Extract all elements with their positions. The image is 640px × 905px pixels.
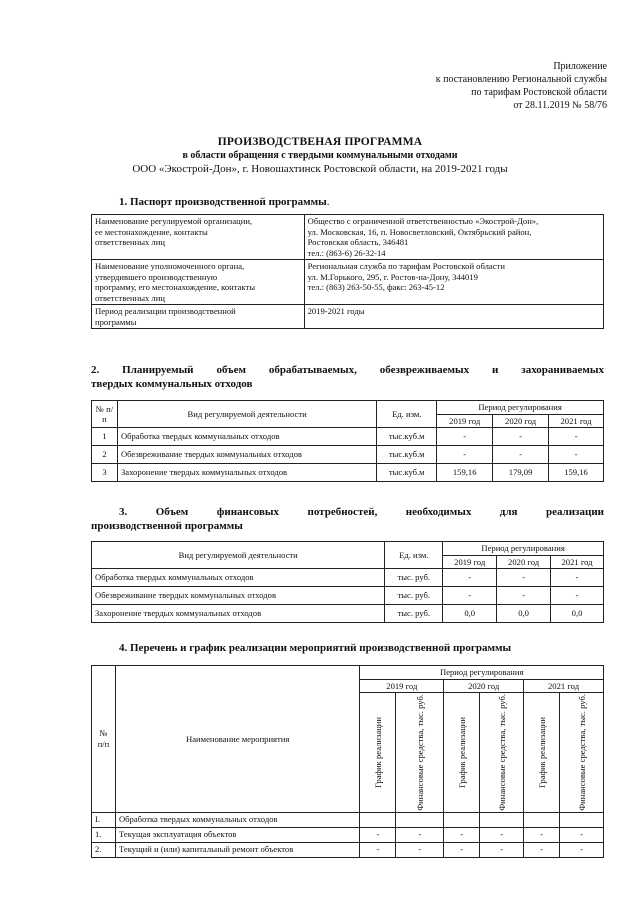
row-unit: тыс. руб. [385,587,443,605]
finance-table [91,541,604,623]
row-unit: тыс. руб. [385,605,443,623]
row-num: 2. [92,842,116,857]
table-row [92,215,604,260]
row-value: - [444,827,480,842]
col-header-measure: Наименование мероприятия [115,666,359,813]
row-name: Текущий и (или) капитальный ремонт объектов [115,842,359,857]
year-header: 2020 год [444,679,524,693]
row-value: - [480,827,524,842]
row-value: - [443,569,497,587]
passport-value: 2019-2021 годы [304,305,603,329]
row-value: - [497,569,551,587]
year-header: 2019 год [443,555,497,569]
passport-label: Наименование регулируемой организации, ее местонахождение, контакты ответственных лиц [92,215,305,260]
row-name: Захоронение твердых коммунальных отходов [117,464,376,482]
table-row [92,428,604,446]
row-value [560,812,604,827]
col-header-activity: Вид регулируемой деятельности [92,542,385,569]
row-value [444,812,480,827]
row-value: - [437,446,493,464]
row-value: 159,16 [437,464,493,482]
row-value: - [549,428,604,446]
year-header: 2021 год [549,414,604,428]
row-name: Обработка твердых коммунальных отходов [117,428,376,446]
row-value: - [444,842,480,857]
table-header-row [92,542,604,556]
row-value: 179,09 [493,464,549,482]
row-name: Обработка твердых коммунальных отходов [92,569,385,587]
col-header-num: № п/п [92,401,118,428]
col-header-period: Период регулирования [437,401,604,415]
sub-header-finance: Финансовые средства, тыс. руб. [560,693,604,813]
appendix-line: к постановлению Региональной службы [435,74,607,85]
row-name: Обезвреживание твердых коммунальных отходов [117,446,376,464]
row-name: Обезвреживание твердых коммунальных отходов [92,587,385,605]
volume-table [91,400,604,482]
passport-label: Наименование уполномоченного органа, утвердившего производственную программу, его местонахождение, контакты ответственных лиц [92,260,305,305]
appendix-line: по тарифам Ростовской области [471,87,607,98]
row-value: - [497,587,551,605]
sub-header-schedule: График реализации [360,693,396,813]
row-value: - [560,842,604,857]
table-row [92,842,604,857]
year-header: 2020 год [493,414,549,428]
table-row [92,812,604,827]
measures-table [91,665,604,858]
row-value [360,812,396,827]
row-value: - [524,827,560,842]
passport-value: Региональная служба по тарифам Ростовской области ул. М.Горького, 295, г. Ростов-на-Дону, 344019 тел.: (863) 263-50-55, факс: 263-45-12 [304,260,603,305]
row-value: - [549,446,604,464]
row-name: Текущая эксплуатация объектов [115,827,359,842]
row-value: - [443,587,497,605]
table-row [92,260,604,305]
year-header: 2020 год [497,555,551,569]
col-header-unit: Ед. изм. [385,542,443,569]
table-row [92,587,604,605]
row-value: - [480,842,524,857]
section-3-heading: 3. Объем финансовых потребностей, необходимых для реализации производственной программы [91,506,604,532]
row-value: 0,0 [551,605,604,623]
col-header-num: № п/п [92,666,116,813]
row-value [396,812,444,827]
row-value: - [493,446,549,464]
section-1-heading: 1. Паспорт производственной программы. [119,196,330,208]
col-header-unit: Ед. изм. [377,401,437,428]
table-header-row [92,666,604,680]
year-header: 2021 год [551,555,604,569]
row-value: - [396,827,444,842]
table-header-row [92,401,604,415]
title-line-1: ПРОИЗВОДСТВЕНАЯ ПРОГРАММА [217,136,423,148]
sub-header-schedule: График реализации [524,693,560,813]
row-unit: тыс.куб.м [377,428,437,446]
row-value [524,812,560,827]
row-value: - [437,428,493,446]
row-num: 1 [92,428,118,446]
appendix-line: Приложение [553,61,607,72]
row-value: - [360,842,396,857]
table-row [92,569,604,587]
col-header-activity: Вид регулируемой деятельности [117,401,376,428]
row-value: - [551,569,604,587]
col-header-period: Период регулирования [443,542,604,556]
table-row [92,827,604,842]
title-line-2: в области обращения с твердыми коммунальными отходами [182,150,458,161]
year-header: 2021 год [524,679,604,693]
row-value: - [360,827,396,842]
row-value: - [493,428,549,446]
row-unit: тыс.куб.м [377,446,437,464]
title-line-3: ООО «Экострой-Дон», г. Новошахтинск Ростовской области, на 2019-2021 годы [132,163,508,175]
row-num: 3 [92,464,118,482]
sub-header-finance: Финансовые средства, тыс. руб. [480,693,524,813]
section-2-heading: 2. Планируемый объем обрабатываемых, обезвреживаемых и захораниваемых твердых коммунальных отходов [91,364,604,390]
row-name: Захоронение твердых коммунальных отходов [92,605,385,623]
row-num: I. [92,812,116,827]
sub-header-schedule: График реализации [444,693,480,813]
row-value: - [396,842,444,857]
row-value [480,812,524,827]
row-value: - [551,587,604,605]
row-value: - [560,827,604,842]
table-row [92,446,604,464]
row-value: - [524,842,560,857]
year-header: 2019 год [360,679,444,693]
sub-header-finance: Финансовые средства, тыс. руб. [396,693,444,813]
section-4-heading: 4. Перечень и график реализации мероприятий производственной программы [119,642,512,654]
passport-table [91,214,604,329]
row-value: 159,16 [549,464,604,482]
col-header-period: Период регулирования [360,666,604,680]
row-name: Обработка твердых коммунальных отходов [115,812,359,827]
table-row [92,605,604,623]
row-unit: тыс. руб. [385,569,443,587]
year-header: 2019 год [437,414,493,428]
row-num: 2 [92,446,118,464]
passport-label: Период реализации производственной программы [92,305,305,329]
document-title [0,135,640,176]
row-value: 0,0 [443,605,497,623]
row-unit: тыс.куб.м [377,464,437,482]
row-num: 1. [92,827,116,842]
appendix-note [436,60,607,112]
table-row [92,305,604,329]
appendix-line: от 28.11.2019 № 58/76 [513,100,607,111]
row-value: 0,0 [497,605,551,623]
table-row [92,464,604,482]
passport-value: Общество с ограниченной ответственностью «Экострой-Дон», ул. Московская, 16, п. Новосветловский, Октябрьский район, Ростовская область, 346481 тел.: (863-6) 26-32-14 [304,215,603,260]
